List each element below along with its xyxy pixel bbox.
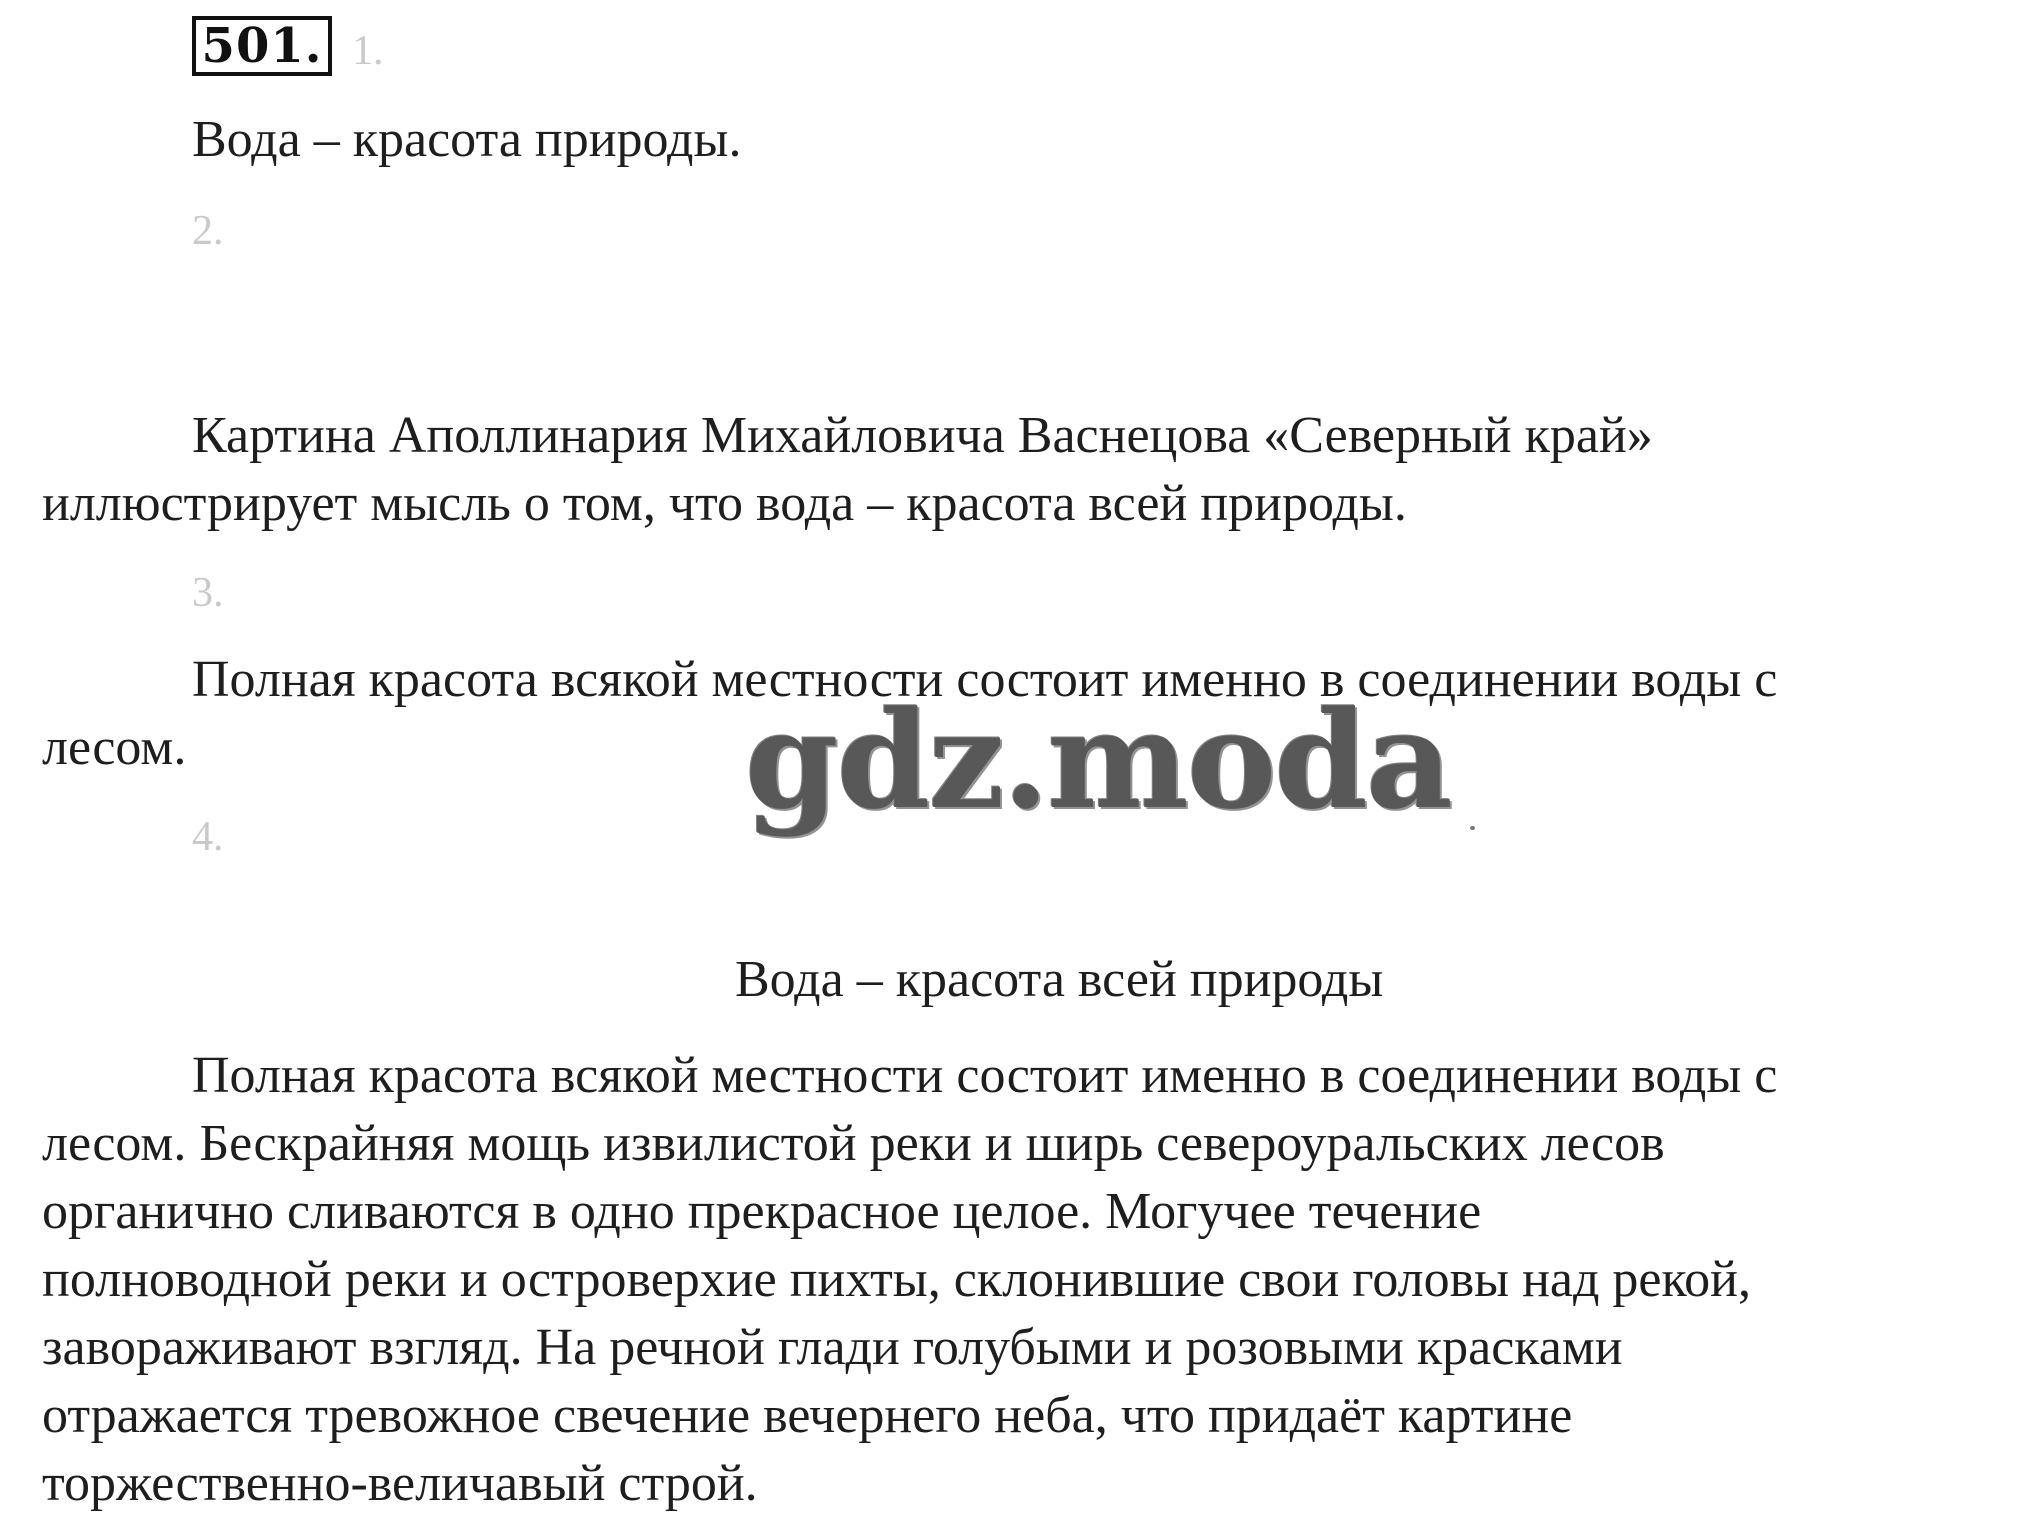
scan-speck xyxy=(1470,826,1475,830)
exercise-number: 501. xyxy=(192,16,332,76)
section-marker-2: 2. xyxy=(192,208,224,254)
section-2-line-1: Картина Аполлинария Михайловича Васнецова «Северный край» xyxy=(192,407,1653,464)
section-2-line-2: иллюстрирует мысль о том, что вода – красота всей природы. xyxy=(42,475,1407,532)
essay-line-6: отражается тревожное свечение вечернего неба, что придаёт картине xyxy=(42,1387,1573,1444)
essay-line-1: Полная красота всякой местности состоит именно в соединении воды с xyxy=(192,1047,1778,1104)
essay-title: Вода – красота всей природы xyxy=(735,951,1384,1008)
essay-line-3: органично сливаются в одно прекрасное целое. Могучее течение xyxy=(42,1183,1482,1240)
section-marker-3: 3. xyxy=(192,570,224,616)
section-marker-1: 1. xyxy=(352,28,384,74)
essay-line-2: лесом. Бескрайняя мощь извилистой реки и ширь североуральских лесов xyxy=(42,1115,1665,1172)
section-marker-4: 4. xyxy=(192,814,224,860)
section-3-line-2: лесом. xyxy=(42,719,187,776)
essay-line-5: завораживают взгляд. На речной глади голубыми и розовыми красками xyxy=(42,1319,1623,1376)
essay-line-7: торжественно-величавый строй. xyxy=(42,1455,758,1512)
essay-line-4: полноводной реки и островерхие пихты, склонившие свои головы над рекой, xyxy=(42,1251,1751,1308)
section-1-text: Вода – красота природы. xyxy=(192,111,742,168)
watermark-logo: gdz.moda xyxy=(745,681,1451,839)
section-3-line-1: Полная красота всякой местности состоит именно в соединении воды с xyxy=(192,651,1778,708)
